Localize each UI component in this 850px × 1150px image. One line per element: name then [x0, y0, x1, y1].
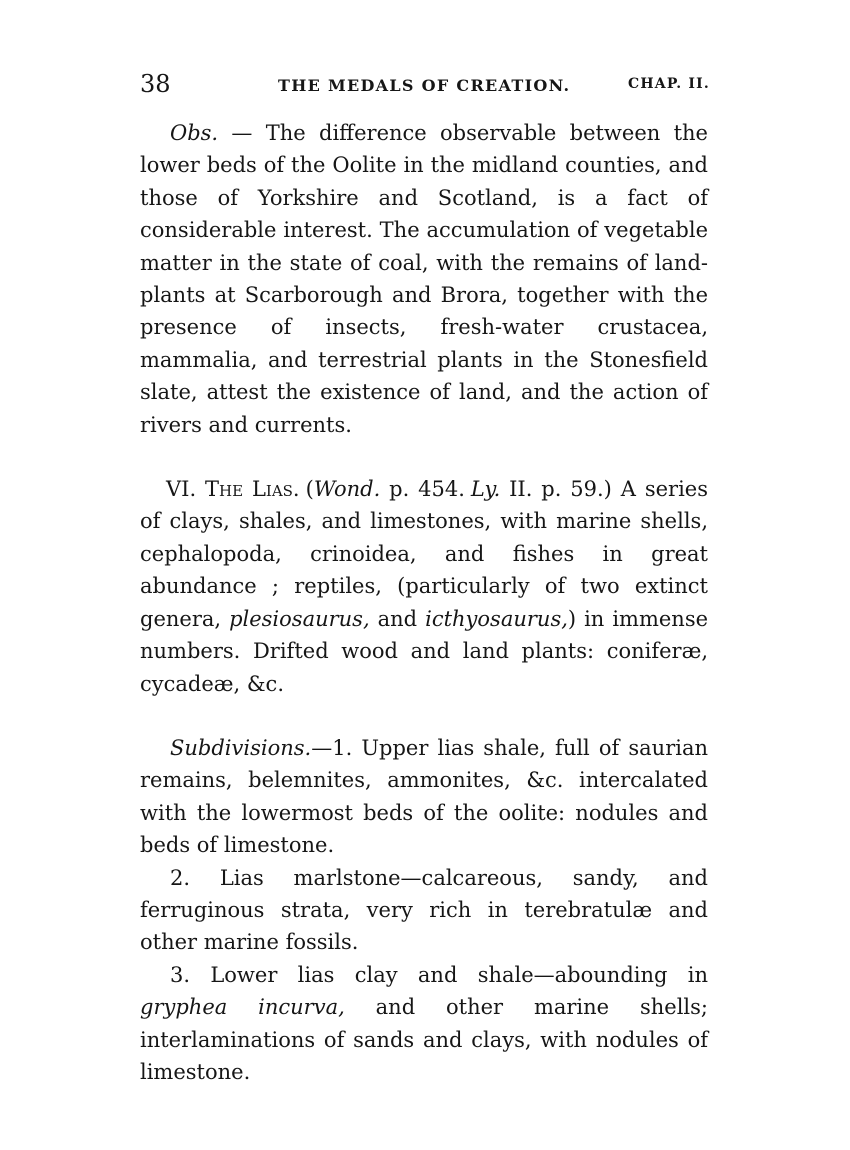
lias-paragraph — [140, 473, 708, 700]
lias-text-1: A series of clays, shales, and limestones, with marine shells, cephalopoda, crinoidea, and fishes in great abundance ; reptiles, (particularly of two extinct genera, — [140, 477, 708, 631]
subdivision-3-text-a: 3. Lower lias clay and shale—abounding in — [170, 962, 708, 987]
subdivision-3 — [140, 959, 708, 1089]
subdivision-3-text-b: and other marine shells; interlaminations of sands and clays, with nodules of limestone. — [140, 995, 708, 1084]
subdivision-3-species: gryphea incurva, — [140, 995, 345, 1020]
lias-heading: The Lias. — [205, 477, 300, 502]
running-header — [140, 70, 710, 102]
lias-ref1-author: Wond. — [313, 477, 381, 502]
obs-text: The difference observable between the lower beds of the Oolite in the midland counties, and those of Yorkshire and Scotland, is a fact of considerable interest. The accumulation of vegetable matter in the state of coal, with the remains of land-plants at Scarborough and Brora, together with the presence of insects, fresh-water crustacea, mammalia, and terrestrial plants in the Stonesfield slate, attest the existence of land, and the action of rivers and currents. — [140, 121, 708, 437]
lias-text-3: ) in immense numbers. Drifted wood and land plants: coniferæ, cycadeæ, &c. — [140, 606, 709, 696]
lias-genus-1: plesiosaurus, — [229, 606, 370, 631]
chapter-label: CHAP. II. — [628, 76, 710, 92]
obs-paragraph — [140, 117, 708, 441]
lias-ref1-page: p. 454. — [380, 477, 465, 502]
lias-text-2: and — [369, 606, 426, 631]
lias-ref2-page: II. p. 59.) — [500, 477, 612, 502]
obs-dash: — — [218, 121, 266, 145]
subdivision-1-text: —1. Upper lias shale, full of saurian remains, belemnites, ammonites, &c. intercalated with the lowermost beds of the oolite: nodules and beds of limestone. — [140, 735, 708, 858]
subdivision-1 — [140, 732, 708, 862]
page-number: 38 — [140, 70, 171, 98]
obs-label: Obs. — [170, 121, 219, 145]
lias-numeral: VI. — [166, 477, 197, 502]
page-body — [140, 117, 708, 1088]
lias-genus-2: icthyosaurus, — [425, 606, 568, 631]
subdivisions-label: Subdivisions. — [170, 735, 312, 760]
lias-ref-open: ( — [305, 477, 314, 502]
subdivision-2: 2. Lias marlstone—calcareous, sandy, and ferruginous strata, very rich in terebratulæ and other marine fossils. — [140, 865, 708, 955]
lias-ref2-author: Ly. — [470, 477, 501, 502]
running-title: THE MEDALS OF CREATION. — [278, 76, 571, 95]
